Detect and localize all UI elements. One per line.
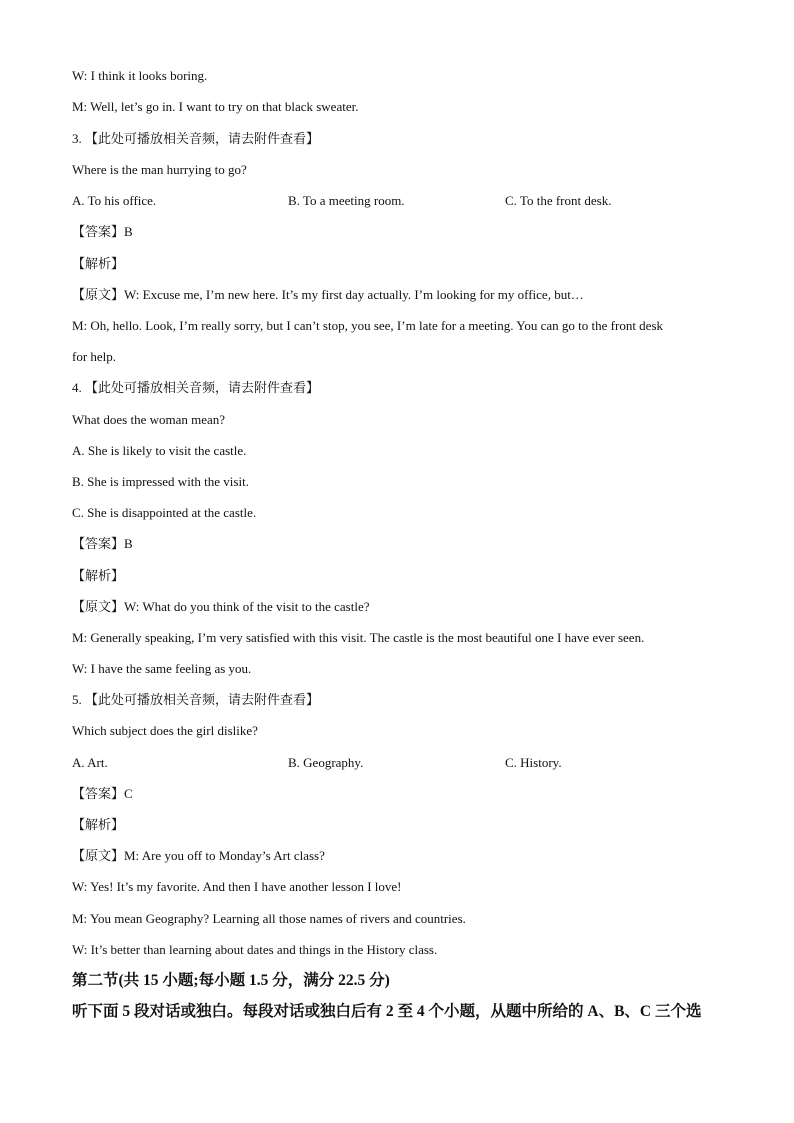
transcript-line: W: I have the same feeling as you. [72, 661, 252, 676]
transcript-line: for help. [72, 349, 117, 364]
transcript-line: 【原文】W: What do you think of the visit to the castle? [72, 599, 370, 614]
transcript-line: M: Oh, hello. Look, I’m really sorry, but I can’t stop, you see, I’m late for a meeting. You can go to the front desk [72, 318, 664, 333]
option-b: B. To a meeting room. [288, 193, 405, 208]
transcript-line: 【原文】W: Excuse me, I’m new here. It’s my first day actually. I’m looking for my office, but… [72, 287, 584, 302]
transcript-line: W: Yes! It’s my favorite. And then I have another lesson I love! [72, 879, 402, 894]
analysis-label: 【解析】 [72, 568, 125, 583]
transcript-line: M: Generally speaking, I’m very satisfied with this visit. The castle is the most beautiful one I have ever seen. [72, 630, 645, 645]
section-2-title: 第二节(共 15 小题;每小题 1.5 分，满分 22.5 分) [72, 972, 390, 989]
transcript-line: 【原文】M: Are you off to Monday’s Art class? [72, 848, 325, 863]
dialogue-line: M: Well, let’s go in. I want to try on that black sweater. [72, 99, 359, 114]
question-4-heading: 4. 【此处可播放相关音频，请去附件查看】 [72, 380, 320, 395]
option-c: C. History. [505, 755, 562, 770]
transcript-line: W: It’s better than learning about dates and things in the History class. [72, 942, 438, 957]
option-c: C. She is disappointed at the castle. [72, 505, 257, 520]
answer-label: 【答案】B [72, 224, 133, 239]
option-a: A. She is likely to visit the castle. [72, 443, 247, 458]
option-a: A. To his office. [72, 193, 157, 208]
dialogue-line: W: I think it looks boring. [72, 68, 208, 83]
analysis-label: 【解析】 [72, 256, 125, 271]
question-4-text: What does the woman mean? [72, 412, 226, 427]
answer-label: 【答案】C [72, 786, 133, 801]
question-5-text: Which subject does the girl dislike? [72, 723, 258, 738]
option-b: B. She is impressed with the visit. [72, 474, 249, 489]
question-3-text: Where is the man hurrying to go? [72, 162, 247, 177]
option-b: B. Geography. [288, 755, 364, 770]
option-a: A. Art. [72, 755, 108, 770]
question-3-heading: 3. 【此处可播放相关音频，请去附件查看】 [72, 131, 320, 146]
question-5-heading: 5. 【此处可播放相关音频，请去附件查看】 [72, 692, 320, 707]
transcript-line: M: You mean Geography? Learning all those names of rivers and countries. [72, 911, 466, 926]
answer-label: 【答案】B [72, 536, 133, 551]
analysis-label: 【解析】 [72, 817, 125, 832]
option-c: C. To the front desk. [505, 193, 612, 208]
section-2-instructions: 听下面 5 段对话或独白。每段对话或独白后有 2 至 4 个小题，从题中所给的 A、B、C 三个选 [72, 1003, 702, 1020]
